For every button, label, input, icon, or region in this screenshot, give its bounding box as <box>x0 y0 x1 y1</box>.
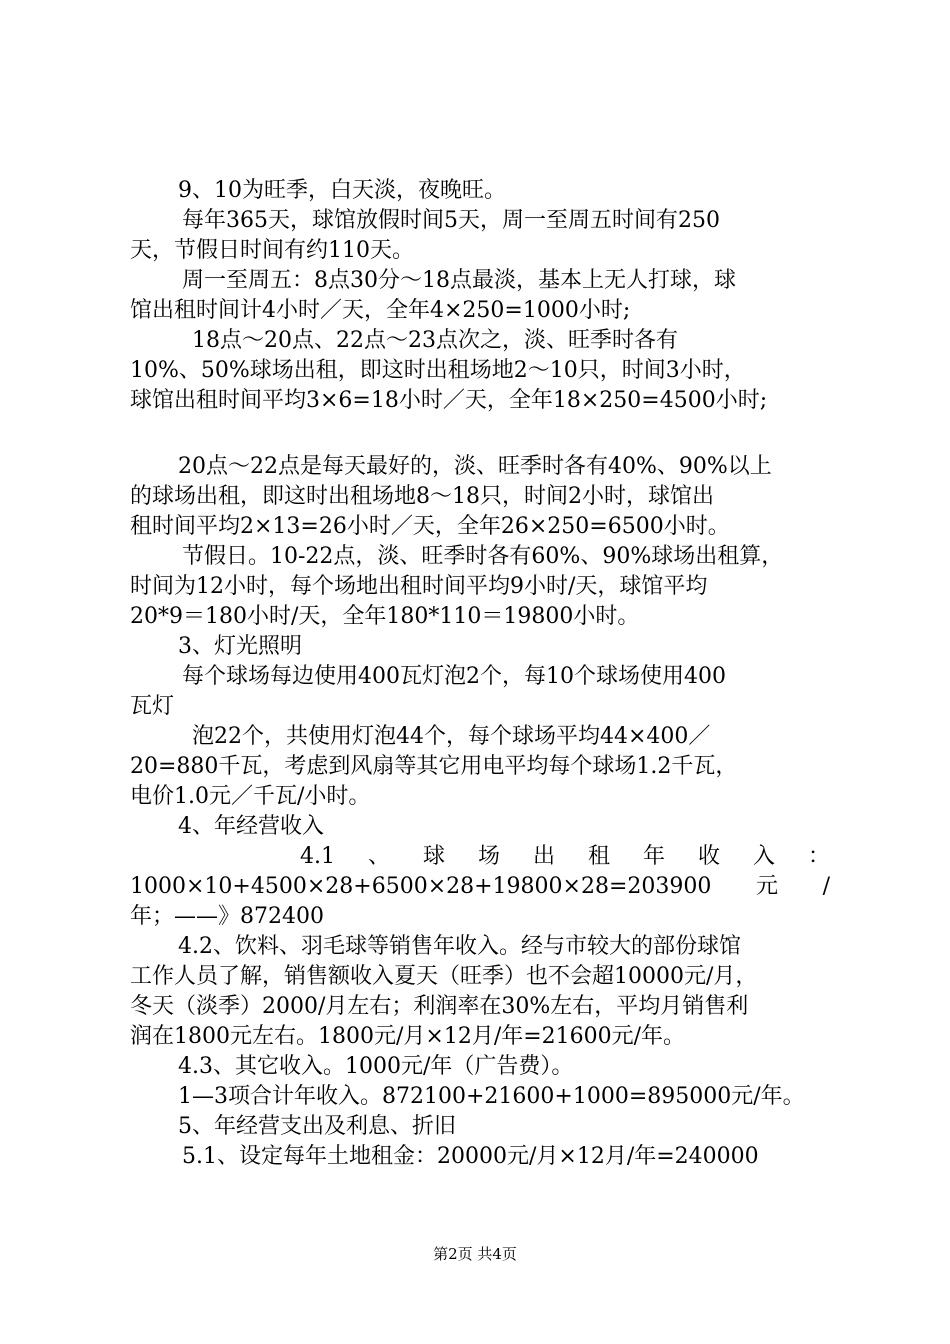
paragraph-line: 周一至周五：8点30分～18点最淡，基本上无人打球，球 <box>182 268 736 293</box>
justified-token: 年 <box>642 844 665 869</box>
paragraph-line: 馆出租时间计4小时／天，全年4×250=1000小时; <box>130 298 631 323</box>
section-heading: 3、灯光照明 <box>178 634 302 659</box>
paragraph-line: 4.3、其它收入。1000元/年（广告费）。 <box>178 1054 574 1079</box>
justified-token: 入 <box>752 844 775 869</box>
justified-token: / <box>822 874 830 899</box>
paragraph-line: 电价1.0元／千瓦/小时。 <box>130 784 371 809</box>
justified-token: 1000×10+4500×28+6500×28+19800×28=203900 <box>130 874 712 899</box>
section-heading: 5、年经营支出及利息、折旧 <box>178 1114 456 1139</box>
paragraph-line: 润在1800元左右。1800元/月×12月/年=21600元/年。 <box>130 1024 686 1049</box>
justified-line <box>130 842 830 872</box>
paragraph-line: 20*9＝180小时/天，全年180*110＝19800小时。 <box>130 604 640 629</box>
body-text <box>130 176 830 1172</box>
justified-token: ： <box>807 844 830 869</box>
paragraph-line: 年；——》872400 <box>130 904 324 929</box>
paragraph-line: 节假日。10-22点，淡、旺季时各有60%、90%球场出租算， <box>182 544 784 569</box>
paragraph-line: 10%、50%球场出租，即这时出租场地2～10只，时间3小时， <box>130 358 746 383</box>
paragraph-line: 5.1、设定每年土地租金：20000元/月×12月/年=240000 <box>182 1144 759 1169</box>
paragraph-line: 9、10为旺季，白天淡，夜晚旺。 <box>178 178 506 203</box>
paragraph-line: 租时间平均2×13=26小时／天，全年26×250=6500小时。 <box>130 514 730 539</box>
paragraph-line: 泡22个，共使用灯泡44个，每个球场平均44×400／ <box>192 724 711 749</box>
paragraph-line: 工作人员了解，销售额收入夏天（旺季）也不会超10000元/月， <box>130 964 758 989</box>
paragraph-line: 20点～22点是每天最好的，淡、旺季时各有40%、90%以上 <box>178 454 772 479</box>
paragraph-line: 18点～20点、22点～23点次之，淡、旺季时各有 <box>192 328 678 353</box>
paragraph-line: 每个球场每边使用400瓦灯泡2个，每10个球场使用400 <box>182 664 726 689</box>
justified-token: 收 <box>697 844 720 869</box>
paragraph-line: 20=880千瓦，考虑到风扇等其它用电平均每个球场1.2千瓦， <box>130 754 738 779</box>
paragraph-line: 4.2、饮料、羽毛球等销售年收入。经与市较大的部份球馆 <box>178 934 741 959</box>
justified-token: 球 <box>422 844 445 869</box>
paragraph-line: 冬天（淡季）2000/月左右；利润率在30%左右，平均月销售利 <box>130 994 749 1019</box>
paragraph-line: 的球场出租，即这时出租场地8～18只，时间2小时，球馆出 <box>130 484 714 509</box>
paragraph-line: 天，节假日时间有约110天。 <box>130 238 414 263</box>
paragraph-gap <box>130 416 830 452</box>
section-heading: 4、年经营收入 <box>178 814 324 839</box>
justified-token: 场 <box>477 844 500 869</box>
paragraph-line: 时间为12小时，每个场地出租时间平均9小时/天，球馆平均 <box>130 574 708 599</box>
justified-token: 出 <box>532 844 555 869</box>
justified-token: 、 <box>367 844 390 869</box>
justified-token: 元 <box>755 874 778 899</box>
justified-line <box>130 872 830 902</box>
paragraph-line: 1—3项合计年收入。872100+21600+1000=895000元/年。 <box>178 1084 805 1109</box>
paragraph-line: 每年365天，球馆放假时间5天，周一至周五时间有250 <box>182 208 720 233</box>
justified-token: 租 <box>587 844 610 869</box>
justified-token: 4.1 <box>300 844 335 869</box>
paragraph-line: 瓦灯 <box>130 694 175 719</box>
paragraph-line: 球馆出租时间平均3×6=18小时／天，全年18×250=4500小时; <box>130 388 768 413</box>
page-footer: 第2页 共4页 <box>433 1245 517 1263</box>
